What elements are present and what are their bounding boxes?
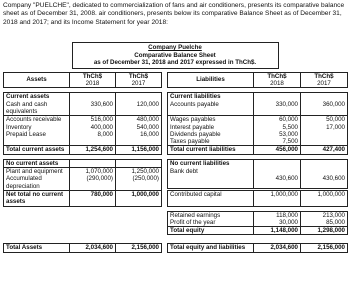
balance-table <box>3 72 348 253</box>
total-assets-label: Total Assets <box>4 244 70 252</box>
total-current-row <box>4 146 348 154</box>
liabilities-header: Liabilities <box>168 72 254 88</box>
total-current-assets-2018: 1,254,600 <box>70 146 116 154</box>
bank-debt-2017: 430,600 <box>301 175 348 188</box>
dividends-2017 <box>301 131 348 138</box>
table-row <box>4 168 348 176</box>
total-equity-liabilities-2017: 2,156,000 <box>301 244 348 252</box>
prepaid-label: Prepaid Lease <box>4 131 70 138</box>
retained-earnings-2017: 213,000 <box>301 211 348 219</box>
sheet-subtitle: as of December 31, 2018 and 2017 expressed in ThCh$. <box>93 59 257 67</box>
inventory-label: Inventory <box>4 124 70 131</box>
total-current-assets-2017: 1,156,000 <box>116 146 162 154</box>
sheet-title-box <box>72 42 279 69</box>
profit-year-2018: 30,000 <box>254 219 301 227</box>
cash-label: Cash and cash equivalents <box>4 101 70 116</box>
sheet-title: Comparative Balance Sheet <box>134 51 216 59</box>
col-year-2018-right: 2018 <box>254 80 301 88</box>
contributed-capital-label: Contributed capital <box>168 190 254 206</box>
col-currency-2018-right: ThCh$ <box>254 72 301 80</box>
table-row <box>4 219 348 227</box>
plant-2017: 1,250,000 <box>116 168 162 176</box>
assets-header: Assets <box>4 72 70 88</box>
header-row <box>4 72 348 80</box>
depreciation-2017: (250,000) <box>116 175 162 188</box>
wages-label: Wages payables <box>168 116 254 124</box>
bank-debt-2018: 430,600 <box>254 175 301 188</box>
receivable-2018: 516,000 <box>70 116 116 124</box>
interest-2017: 17,000 <box>301 124 348 131</box>
total-assets-2018: 2,034,600 <box>70 244 116 252</box>
col-year-2017-left: 2017 <box>116 80 162 88</box>
table-row <box>4 101 348 115</box>
table-row <box>4 131 348 138</box>
contributed-capital-2018: 1,000,000 <box>254 190 301 206</box>
col-currency-2017-left: ThCh$ <box>116 72 162 80</box>
total-equity-2018: 1,148,000 <box>254 227 301 235</box>
col-year-2018-left: 2018 <box>70 80 116 88</box>
table-row <box>4 138 348 146</box>
table-row <box>4 227 348 235</box>
table-row <box>4 116 348 124</box>
retained-earnings-2018: 118,000 <box>254 211 301 219</box>
table-row <box>4 211 348 219</box>
total-equity-label: Total equity <box>168 227 254 235</box>
accounts-payable-label: Accounts payable <box>168 101 254 115</box>
total-current-assets-label: Total current assets <box>4 146 70 154</box>
total-current-liabilities-2018: 456,000 <box>254 146 301 154</box>
net-non-current-2017: 1,000,000 <box>116 190 162 206</box>
table-row <box>4 124 348 131</box>
receivable-label: Accounts receivable <box>4 116 70 124</box>
plant-2018: 1,070,000 <box>70 168 116 176</box>
current-assets-title: Current assets <box>4 93 70 101</box>
col-year-2017-right: 2017 <box>301 80 348 88</box>
grand-total-row <box>4 244 348 252</box>
profit-year-2017: 85,000 <box>301 219 348 227</box>
company-name: Company Puelche <box>148 44 202 51</box>
non-current-liabilities-title: No current liabilities <box>168 159 254 167</box>
contributed-capital-2017: 1,000,000 <box>301 190 348 206</box>
inventory-2017: 540,000 <box>116 124 162 131</box>
total-equity-liabilities-label: Total equity and liabilities <box>168 244 254 252</box>
col-currency-2017-right: ThCh$ <box>301 72 348 80</box>
total-equity-liabilities-2018: 2,034,600 <box>254 244 301 252</box>
non-current-assets-title: No current assets <box>4 159 70 167</box>
wages-2017: 50,000 <box>301 116 348 124</box>
interest-label: Interest payable <box>168 124 254 131</box>
receivable-2017: 480,000 <box>116 116 162 124</box>
section-title-row <box>4 159 348 167</box>
accounts-payable-2017: 360,000 <box>301 101 348 115</box>
taxes-2017 <box>301 138 348 146</box>
taxes-label: Taxes payable <box>168 138 254 146</box>
intro-paragraph: Company "PUELCHE", dedicated to commercialization of fans and air conditioners, presents its comparative balance sheet as of December 31, 2008. air conditioners, presents below its comparative Balance Sheet as of December 31, 2018 and 2017; and its Income Statement for year 2018: <box>3 2 345 26</box>
current-liabilities-title: Current liabilities <box>168 93 254 101</box>
wages-2018: 60,000 <box>254 116 301 124</box>
col-currency-2018-left: ThCh$ <box>70 72 116 80</box>
balance-sheet <box>3 42 347 253</box>
accounts-payable-2018: 330,000 <box>254 101 301 115</box>
prepaid-2018: 8,000 <box>70 131 116 138</box>
dividends-label: Dividends payable <box>168 131 254 138</box>
total-current-liabilities-2017: 427,400 <box>301 146 348 154</box>
total-assets-2017: 2,156,000 <box>116 244 162 252</box>
bank-debt-label: Bank debt <box>168 168 254 176</box>
net-non-current-2018: 780,000 <box>70 190 116 206</box>
interest-2018: 5,500 <box>254 124 301 131</box>
section-title-row <box>4 93 348 101</box>
total-equity-2017: 1,298,000 <box>301 227 348 235</box>
total-current-liabilities-label: Total current liabilities <box>168 146 254 154</box>
cash-2017: 120,000 <box>116 101 162 116</box>
retained-earnings-label: Retained earnings <box>168 211 254 219</box>
taxes-2018: 7,500 <box>254 138 301 146</box>
table-row <box>4 175 348 188</box>
plant-label: Plant and equipment <box>4 168 70 176</box>
depreciation-label: Accumulated depreciation <box>4 175 70 190</box>
dividends-2018: 53,000 <box>254 131 301 138</box>
depreciation-2018: (290,000) <box>70 175 116 188</box>
inventory-2018: 400,000 <box>70 124 116 131</box>
net-non-current-label: Net total no current assets <box>4 190 70 206</box>
profit-year-label: Profit of the year <box>168 219 254 227</box>
cash-2018: 330,600 <box>70 101 116 116</box>
prepaid-2017: 16,000 <box>116 131 162 138</box>
